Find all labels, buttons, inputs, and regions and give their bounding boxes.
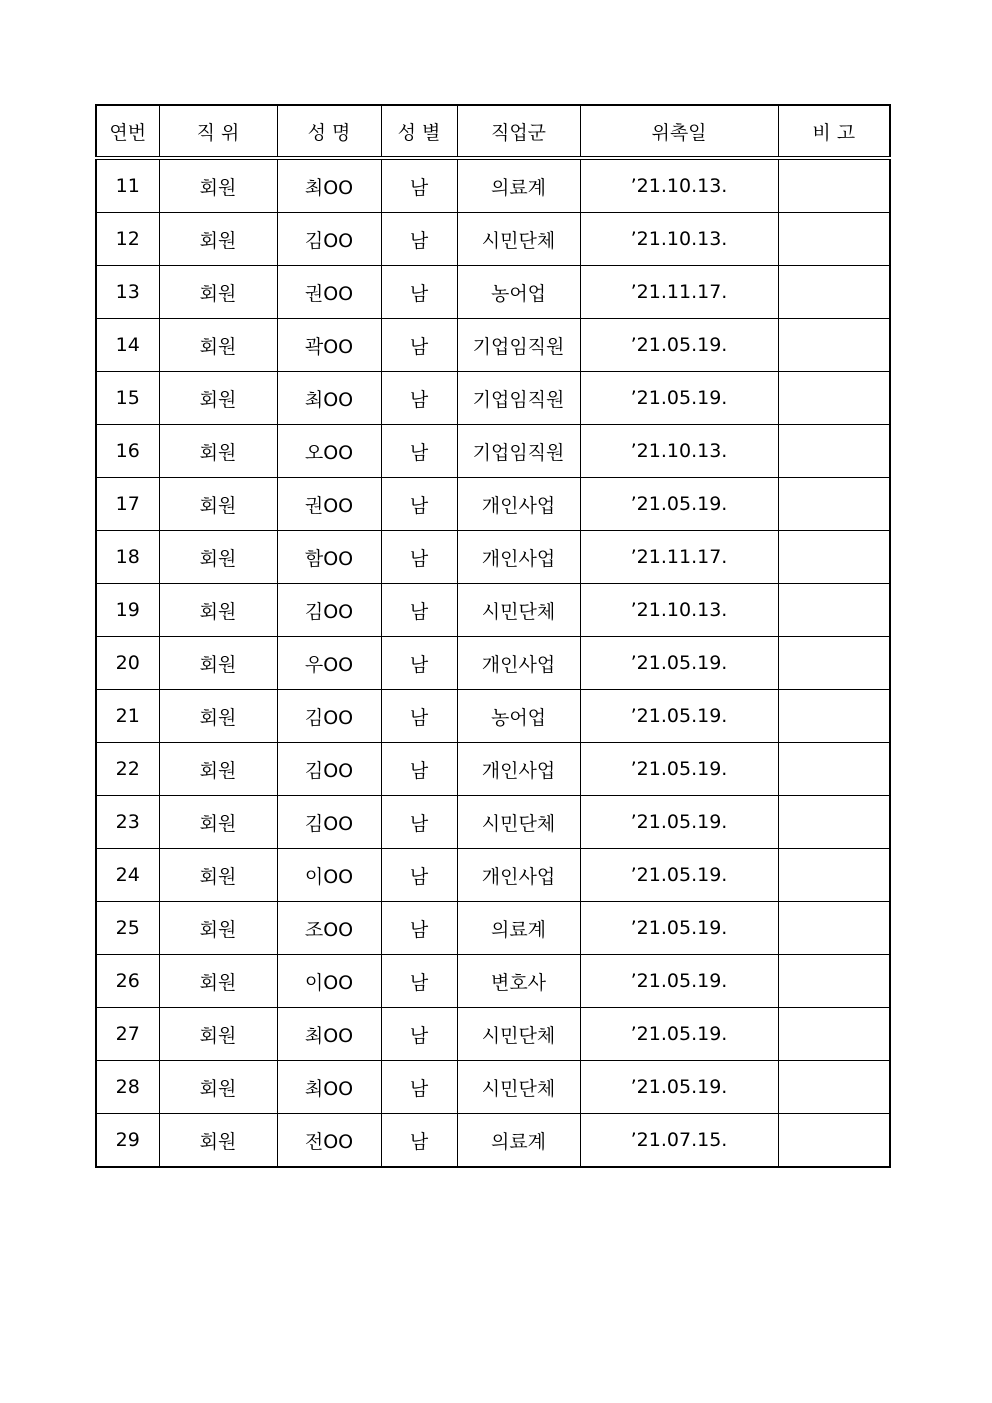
cell-name: 김OO [277,690,381,743]
cell-position: 회원 [159,796,277,849]
cell-occupation: 개인사업 [457,637,580,690]
table-row [96,902,890,955]
cell-appointed-date: ’21.05.19. [580,372,778,425]
cell-position: 회원 [159,1008,277,1061]
cell-no: 25 [96,902,159,955]
cell-no: 14 [96,319,159,372]
table-row [96,319,890,372]
cell-remarks [778,319,890,372]
cell-remarks [778,1114,890,1168]
cell-gender: 남 [381,1114,457,1168]
cell-no: 12 [96,213,159,266]
cell-position: 회원 [159,425,277,478]
table-row [96,372,890,425]
cell-appointed-date: ’21.10.13. [580,584,778,637]
cell-name: 김OO [277,743,381,796]
cell-occupation: 기업임직원 [457,372,580,425]
cell-gender: 남 [381,1061,457,1114]
cell-position: 회원 [159,584,277,637]
cell-remarks [778,955,890,1008]
cell-occupation: 시민단체 [457,1008,580,1061]
header-no: 연번 [96,105,159,158]
cell-appointed-date: ’21.05.19. [580,849,778,902]
cell-occupation: 시민단체 [457,1061,580,1114]
cell-appointed-date: ’21.05.19. [580,1008,778,1061]
header-position: 직 위 [159,105,277,158]
table-row [96,213,890,266]
member-roster-table [95,104,891,1168]
cell-position: 회원 [159,478,277,531]
cell-occupation: 시민단체 [457,796,580,849]
cell-no: 11 [96,158,159,213]
cell-gender: 남 [381,849,457,902]
cell-position: 회원 [159,158,277,213]
cell-appointed-date: ’21.05.19. [580,796,778,849]
cell-remarks [778,690,890,743]
cell-no: 26 [96,955,159,1008]
cell-remarks [778,637,890,690]
cell-appointed-date: ’21.11.17. [580,266,778,319]
cell-occupation: 의료계 [457,158,580,213]
cell-name: 이OO [277,955,381,1008]
cell-no: 28 [96,1061,159,1114]
cell-name: 최OO [277,1008,381,1061]
cell-gender: 남 [381,584,457,637]
cell-position: 회원 [159,319,277,372]
cell-remarks [778,1061,890,1114]
cell-no: 17 [96,478,159,531]
cell-occupation: 의료계 [457,1114,580,1168]
cell-appointed-date: ’21.10.13. [580,213,778,266]
cell-gender: 남 [381,690,457,743]
cell-gender: 남 [381,319,457,372]
cell-remarks [778,372,890,425]
cell-gender: 남 [381,743,457,796]
table-row [96,425,890,478]
cell-appointed-date: ’21.05.19. [580,637,778,690]
table-row [96,743,890,796]
cell-occupation: 개인사업 [457,849,580,902]
cell-no: 22 [96,743,159,796]
cell-appointed-date: ’21.05.19. [580,1061,778,1114]
cell-position: 회원 [159,266,277,319]
table-row [96,1061,890,1114]
cell-position: 회원 [159,372,277,425]
cell-remarks [778,849,890,902]
cell-no: 19 [96,584,159,637]
table-row [96,796,890,849]
cell-position: 회원 [159,743,277,796]
header-appointed-date: 위촉일 [580,105,778,158]
cell-position: 회원 [159,531,277,584]
cell-gender: 남 [381,372,457,425]
cell-name: 김OO [277,796,381,849]
cell-occupation: 개인사업 [457,743,580,796]
cell-no: 18 [96,531,159,584]
cell-gender: 남 [381,637,457,690]
table-row [96,531,890,584]
cell-remarks [778,796,890,849]
cell-remarks [778,266,890,319]
header-remarks: 비 고 [778,105,890,158]
cell-name: 함OO [277,531,381,584]
cell-no: 24 [96,849,159,902]
table-row [96,849,890,902]
cell-occupation: 개인사업 [457,531,580,584]
cell-no: 15 [96,372,159,425]
cell-remarks [778,158,890,213]
cell-gender: 남 [381,1008,457,1061]
cell-name: 최OO [277,372,381,425]
cell-no: 21 [96,690,159,743]
cell-appointed-date: ’21.05.19. [580,955,778,1008]
table-row [96,266,890,319]
cell-remarks [778,584,890,637]
cell-position: 회원 [159,902,277,955]
cell-remarks [778,531,890,584]
table-row [96,1114,890,1168]
cell-position: 회원 [159,1114,277,1168]
header-name: 성 명 [277,105,381,158]
cell-gender: 남 [381,158,457,213]
cell-occupation: 기업임직원 [457,425,580,478]
cell-remarks [778,425,890,478]
cell-gender: 남 [381,796,457,849]
table-row [96,690,890,743]
cell-position: 회원 [159,955,277,1008]
cell-position: 회원 [159,690,277,743]
cell-gender: 남 [381,266,457,319]
cell-occupation: 변호사 [457,955,580,1008]
table-header [96,105,890,158]
cell-appointed-date: ’21.11.17. [580,531,778,584]
cell-appointed-date: ’21.05.19. [580,319,778,372]
cell-no: 23 [96,796,159,849]
cell-position: 회원 [159,637,277,690]
cell-no: 27 [96,1008,159,1061]
cell-appointed-date: ’21.05.19. [580,478,778,531]
cell-name: 권OO [277,478,381,531]
cell-occupation: 시민단체 [457,213,580,266]
cell-name: 오OO [277,425,381,478]
cell-remarks [778,478,890,531]
cell-gender: 남 [381,902,457,955]
header-gender: 성 별 [381,105,457,158]
cell-name: 곽OO [277,319,381,372]
cell-no: 16 [96,425,159,478]
cell-gender: 남 [381,213,457,266]
cell-no: 29 [96,1114,159,1168]
cell-appointed-date: ’21.05.19. [580,743,778,796]
cell-name: 이OO [277,849,381,902]
table-row [96,955,890,1008]
cell-appointed-date: ’21.05.19. [580,690,778,743]
cell-position: 회원 [159,1061,277,1114]
cell-occupation: 농어업 [457,690,580,743]
cell-occupation: 시민단체 [457,584,580,637]
table-body [96,158,890,1167]
cell-appointed-date: ’21.10.13. [580,158,778,213]
cell-position: 회원 [159,213,277,266]
cell-occupation: 개인사업 [457,478,580,531]
cell-occupation: 의료계 [457,902,580,955]
cell-name: 우OO [277,637,381,690]
cell-name: 조OO [277,902,381,955]
header-row [96,105,890,158]
cell-name: 최OO [277,158,381,213]
cell-no: 20 [96,637,159,690]
table-row [96,1008,890,1061]
cell-gender: 남 [381,425,457,478]
cell-remarks [778,902,890,955]
cell-name: 김OO [277,213,381,266]
cell-appointed-date: ’21.07.15. [580,1114,778,1168]
cell-no: 13 [96,266,159,319]
table-row [96,478,890,531]
cell-position: 회원 [159,849,277,902]
cell-gender: 남 [381,531,457,584]
table-row [96,158,890,213]
cell-remarks [778,1008,890,1061]
cell-occupation: 기업임직원 [457,319,580,372]
header-occupation: 직업군 [457,105,580,158]
cell-remarks [778,743,890,796]
cell-gender: 남 [381,478,457,531]
cell-occupation: 농어업 [457,266,580,319]
cell-name: 최OO [277,1061,381,1114]
table-row [96,637,890,690]
cell-appointed-date: ’21.10.13. [580,425,778,478]
cell-name: 권OO [277,266,381,319]
cell-name: 전OO [277,1114,381,1168]
cell-gender: 남 [381,955,457,1008]
cell-appointed-date: ’21.05.19. [580,902,778,955]
table-row [96,584,890,637]
cell-name: 김OO [277,584,381,637]
cell-remarks [778,213,890,266]
